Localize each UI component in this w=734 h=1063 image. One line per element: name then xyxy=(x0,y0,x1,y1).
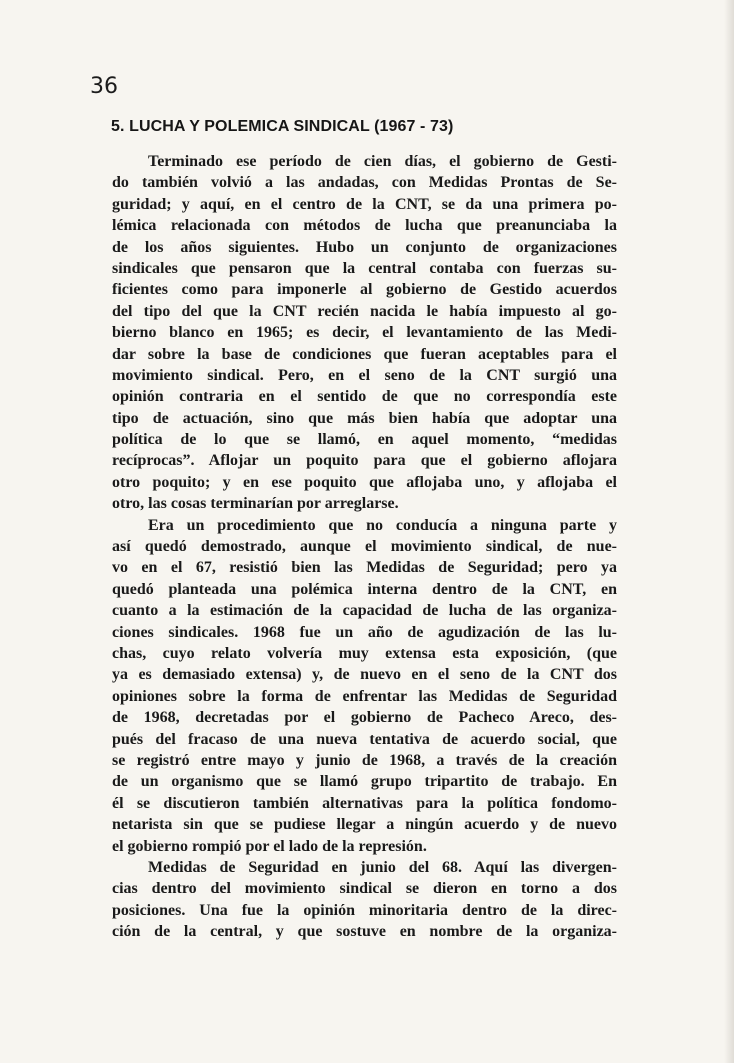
text-line: do también volvió a las andadas, con Medidas Prontas de Se- xyxy=(112,174,617,192)
text-line: ciones sindicales. 1968 fue un año de agudización de las lu- xyxy=(112,623,617,641)
page-number: 36 xyxy=(90,74,118,99)
text-line: se registró entre mayo y junio de 1968, a través de la creación xyxy=(112,751,617,769)
text-line: del tipo del que la CNT recién nacida le había impuesto al go- xyxy=(112,302,617,320)
body-text xyxy=(112,151,617,942)
text-line: opinión contraria en el sentido de que no correspondía este xyxy=(112,388,617,406)
paragraph-1 xyxy=(112,151,617,515)
text-line: Terminado ese período de cien días, el gobierno de Gesti- xyxy=(148,153,617,170)
text-line: posiciones. Una fue la opinión minoritaria dentro de la direc- xyxy=(112,901,617,919)
text-line: ficientes como para imponerle al gobierno de Gestido acuerdos xyxy=(112,281,617,299)
text-line: quedó planteada una polémica interna dentro de la CNT, en xyxy=(112,580,617,598)
text-line: otro poquito; y en ese poquito que aflojaba uno, y aflojaba el xyxy=(112,473,617,491)
text-line: así quedó demostrado, aunque el movimiento sindical, de nue- xyxy=(112,538,617,556)
text-line: otro, las cosas terminarían por arreglarse. xyxy=(112,495,399,513)
paragraph-2 xyxy=(112,515,617,857)
text-line: Era un procedimiento que no conducía a ninguna parte y xyxy=(148,516,617,534)
text-line: netarista sin que se pudiese llegar a ningún acuerdo y de nuevo xyxy=(112,816,617,834)
text-line: pués del fracaso de una nueva tentativa de acuerdo social, que xyxy=(112,730,617,748)
text-line: de los años siguientes. Hubo un conjunto de organizaciones xyxy=(112,238,617,256)
text-line: cias dentro del movimiento sindical se dieron en torno a dos xyxy=(112,880,617,898)
text-line: Medidas de Seguridad en junio del 68. Aquí las divergen- xyxy=(148,858,617,876)
text-line: ción de la central, y que sostuve en nombre de la organiza- xyxy=(112,923,617,941)
text-line: tipo de actuación, sino que más bien había que adoptar una xyxy=(112,409,617,427)
text-line: chas, cuyo relato volvería muy extensa esta exposición, (que xyxy=(112,644,617,662)
text-line: movimiento sindical. Pero, en el seno de la CNT surgió una xyxy=(112,366,617,384)
text-line: él se discutieron también alternativas para la política fondomo- xyxy=(112,794,617,812)
text-line: recíprocas”. Aflojar un poquito para que el gobierno aflojara xyxy=(112,452,617,470)
text-line: de 1968, decretadas por el gobierno de Pacheco Areco, des- xyxy=(112,709,617,727)
text-line: dar sobre la base de condiciones que fueran aceptables para el xyxy=(112,345,617,363)
text-line: el gobierno rompió por el lado de la represión. xyxy=(112,837,427,855)
section-heading: 5. LUCHA Y POLEMICA SINDICAL (1967 - 73) xyxy=(111,118,454,135)
text-line: lémica relacionada con métodos de lucha que preanunciaba la xyxy=(112,217,617,235)
text-line: vo en el 67, resistió bien las Medidas de Seguridad; pero ya xyxy=(112,559,617,577)
text-line: ya es demasiado extensa) y, de nuevo en el seno de la CNT dos xyxy=(112,666,617,684)
text-line: sindicales que pensaron que la central contaba con fuerzas su- xyxy=(112,259,617,277)
text-line: política de lo que se llamó, en aquel momento, “medidas xyxy=(112,431,617,449)
text-line: opiniones sobre la forma de enfrentar las Medidas de Seguridad xyxy=(112,687,617,705)
text-line: de un organismo que se llamó grupo tripartito de trabajo. En xyxy=(112,773,617,791)
paragraph-3 xyxy=(112,857,617,943)
text-line: cuanto a la estimación de la capacidad de lucha de las organiza- xyxy=(112,602,617,620)
text-line: bierno blanco en 1965; es decir, el levantamiento de las Medi- xyxy=(112,324,617,342)
text-line: guridad; y aquí, en el centro de la CNT, se da una primera po- xyxy=(112,195,617,213)
